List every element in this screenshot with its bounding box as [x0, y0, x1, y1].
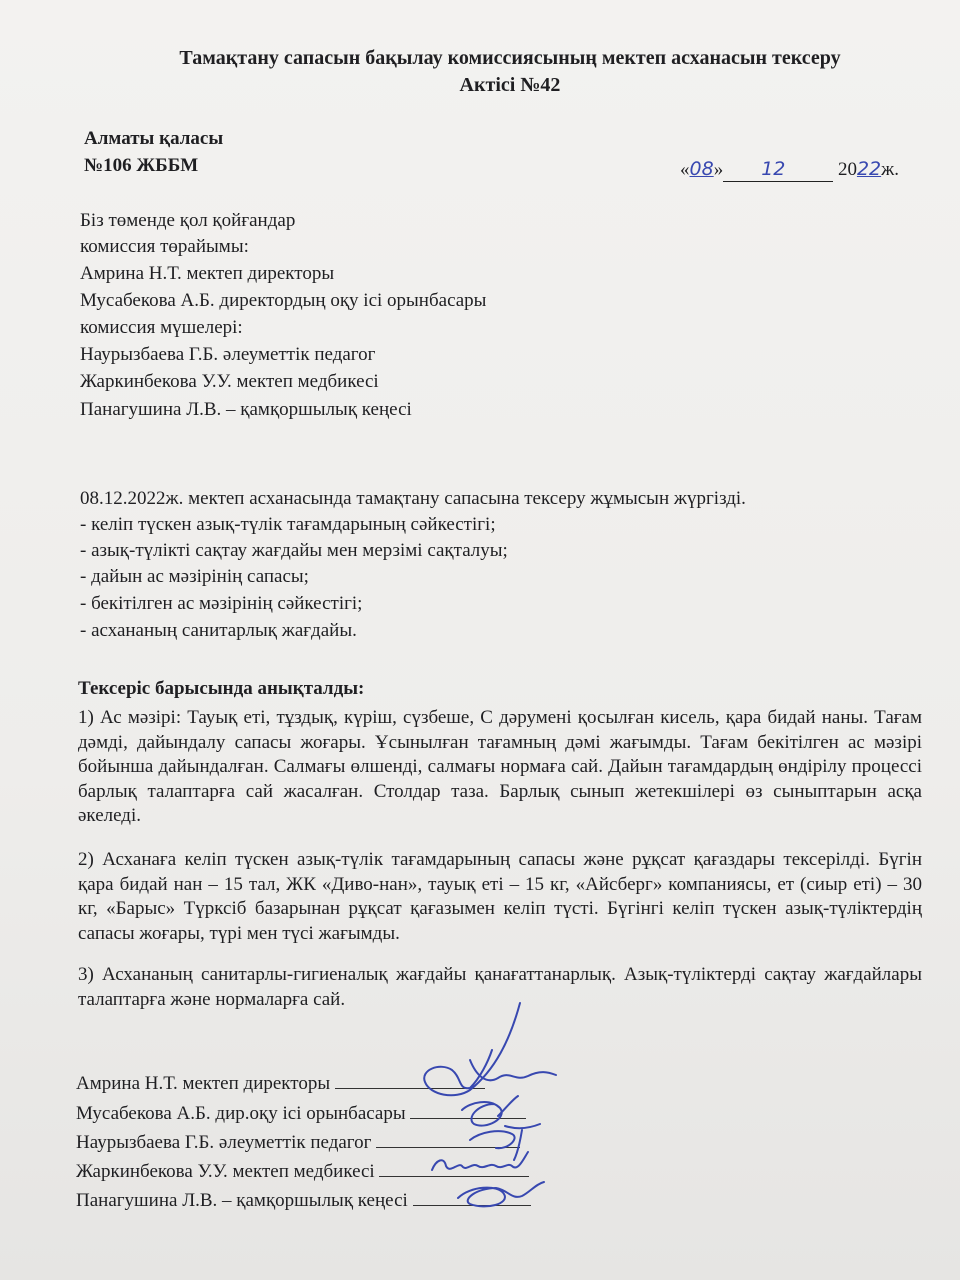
inspection-item: - бекітілген ас мәзірінің сәйкестігі; [80, 593, 363, 614]
city: Алматы қаласы [84, 128, 224, 149]
inspection-item: - келіп түскен азық-түлік тағамдарының сәйкестігі; [80, 514, 496, 535]
signatory-name: Жаркинбекова У.У. мектеп медбикесі [76, 1161, 375, 1182]
signature-line [410, 1102, 526, 1119]
date-day: 08 [689, 158, 714, 180]
signatory-name: Амрина Н.Т. мектеп директоры [76, 1073, 331, 1094]
intro-line: Мусабекова А.Б. директордың оқу ісі орынбасары [80, 290, 487, 311]
signature-line [379, 1160, 529, 1177]
intro-line: комиссия мүшелері: [80, 317, 243, 338]
intro-line: Панагушина Л.В. – қамқоршылық кеңесі [80, 399, 412, 420]
date-close-quote: » [713, 159, 724, 180]
intro-line: комиссия төрайымы: [80, 236, 249, 257]
finding-paragraph-3: 3) Асхананың санитарлы-гигиеналық жағдайы қанағаттанарлық. Азық-түліктерді сақтау жағдайлары талаптарға және нормаларға сай. [78, 964, 922, 1010]
signatory-name: Мусабекова А.Б. дир.оқу ісі орынбасары [76, 1103, 406, 1124]
signature-line [335, 1072, 485, 1089]
date-field [680, 158, 899, 182]
date-year: 22 [856, 158, 882, 180]
inspection-item: - азық-түлікті сақтау жағдайы мен мерзімі сақталуы; [80, 540, 508, 561]
signatory [76, 1072, 485, 1095]
date-month: 12 [761, 158, 786, 180]
intro-line: Жаркинбекова У.У. мектеп медбикесі [80, 371, 379, 392]
date-month-blank [723, 158, 833, 182]
document-title: Тамақтану сапасын бақылау комиссиясының мектеп асханасын тексеру [179, 47, 841, 69]
signatory-name: Наурызбаева Г.Б. әлеуметтік педагог [76, 1132, 372, 1153]
finding-paragraph-2: 2) Асханаға келіп түскен азық-түлік тағамдарының сапасы және рұқсат қағаздары тексерілді. Бүгін қара бидай нан – 15 тал, ЖК «Диво-нан», тауық еті – 15 кг, «Айсберг» компаниясы, ет (сиыр еті) – 30 кг, «Барыс» Түрксіб базарынан рұқсат қағазымен келіп түсті. Бүгінгі келіп түскен азық-түліктердің сапасы жоғары, түрі мен түсі жағымды. [78, 849, 922, 944]
signatory [76, 1131, 520, 1154]
signatory [76, 1189, 531, 1212]
act-number: Актісі №42 [459, 74, 561, 96]
signatory-name: Панагушина Л.В. – қамқоршылық кеңесі [76, 1190, 408, 1211]
date-open-quote: « [680, 159, 690, 180]
intro-line: Наурызбаева Г.Б. әлеуметтік педагог [80, 344, 376, 365]
school-name: №106 ЖББМ [84, 155, 199, 176]
findings-heading: Тексеріс барысында анықталды: [78, 678, 365, 699]
signatory [76, 1102, 526, 1125]
inspection-item: - дайын ас мәзірінің сапасы; [80, 566, 309, 587]
inspection-line: 08.12.2022ж. мектеп асханасында тамақтану сапасына тексеру жұмысын жүргізді. [80, 488, 746, 509]
intro-line: Біз төменде қол қойғандар [80, 210, 296, 231]
date-year-prefix: 20 [837, 159, 857, 180]
date-year-end: ж. [881, 159, 900, 180]
intro-line: Амрина Н.Т. мектеп директоры [80, 263, 335, 284]
inspection-item: - асхананың санитарлық жағдайы. [80, 620, 357, 641]
signature-line [413, 1189, 531, 1206]
signature-line [376, 1131, 520, 1148]
finding-paragraph-1: 1) Ас мәзірі: Тауық еті, тұздық, күріш, сүзбеше, С дәрумені қосылған кисель, қара бидай наны. Тағам дәмді, дайындалу сапасы жоғары. Ұсынылған тағамның дәмі жағымды. Тағам бекітілген ас мәзірі бойынша дайындалған. Салмағы өлшенді, салмағы нормаға сай. Дайын тағамдардың өндірілу процессі барлық талаптарға сай жасалған. Столдар таза. Барлық сынып жетекшілері өз сыныптарын асқа әкеледі. [78, 707, 922, 827]
signatory [76, 1160, 529, 1183]
